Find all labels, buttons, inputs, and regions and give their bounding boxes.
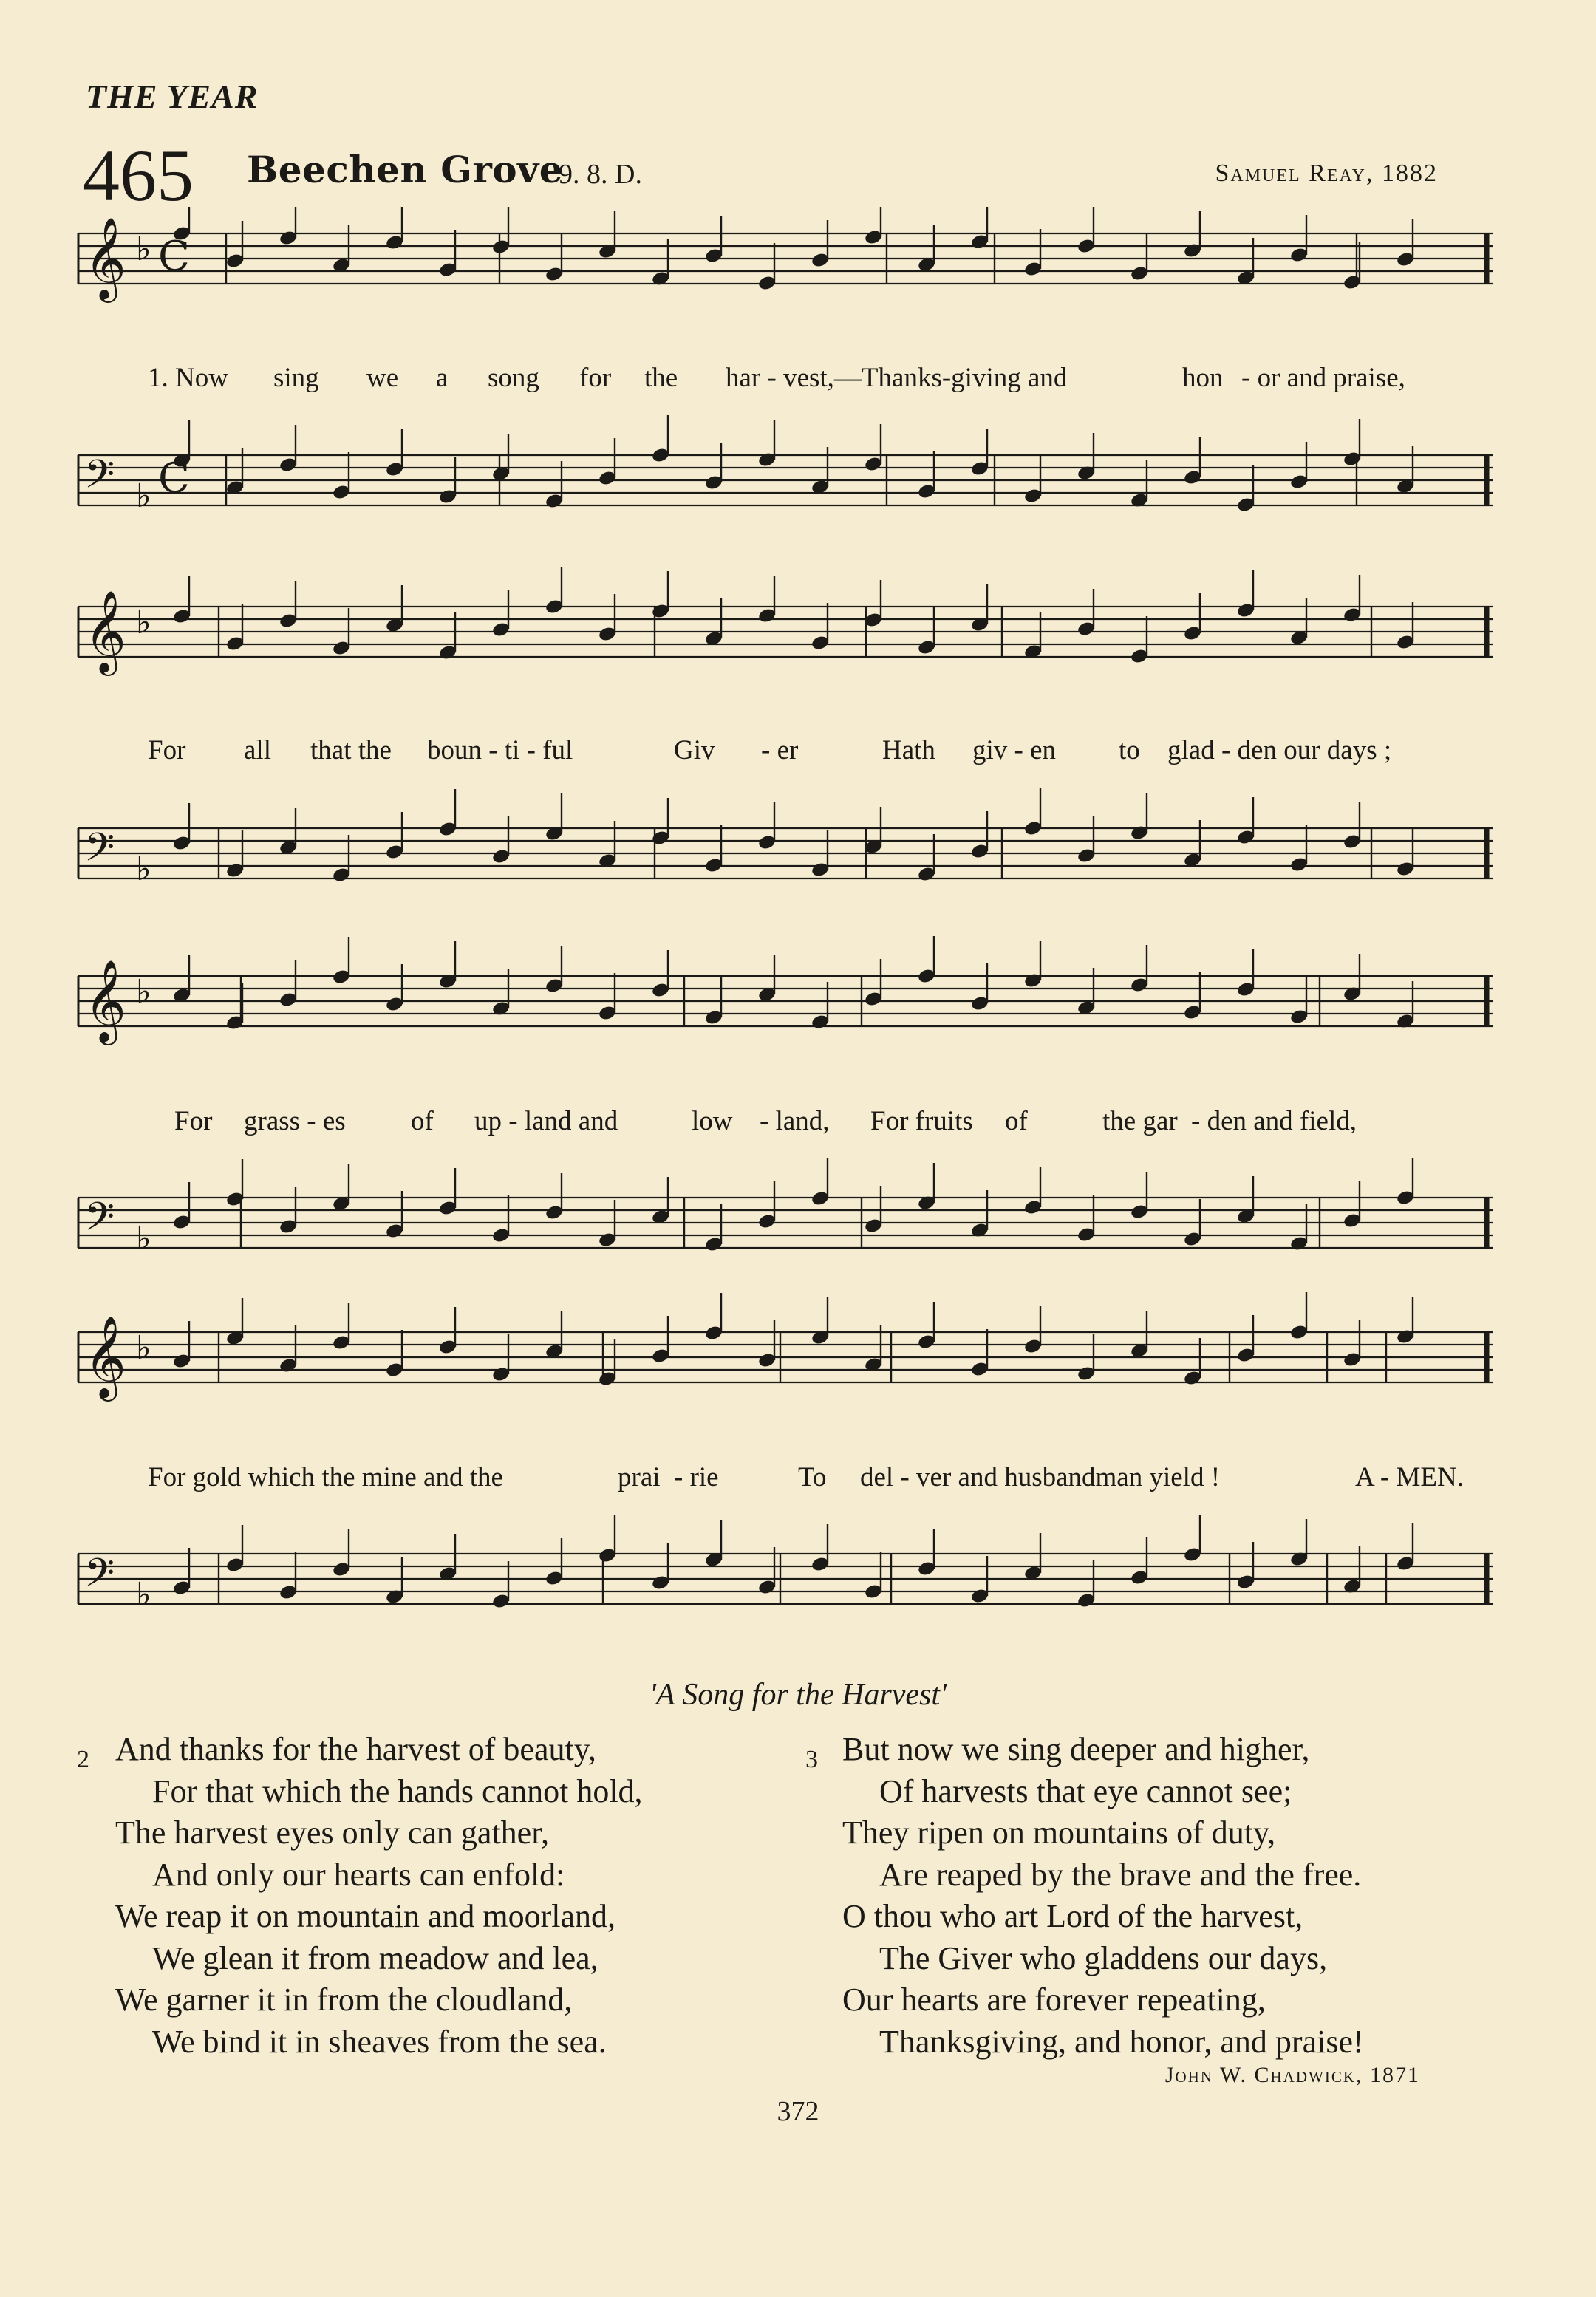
flat-icon: ♭ <box>136 973 151 1011</box>
verse-line: Are reaped by the brave and the free. <box>879 1856 1362 1893</box>
verse-line: Thanksgiving, and honor, and praise! <box>879 2023 1364 2060</box>
verse-line: We garner it in from the cloudland, <box>115 1982 573 2018</box>
treble-clef-icon: 𝄞 <box>84 216 126 299</box>
verse-line: Our hearts are forever repeating, <box>842 1982 1266 2018</box>
common-time-icon: C <box>158 454 190 502</box>
flat-icon: ♭ <box>136 604 151 641</box>
hymn-caption: 'A Song for the Harvest' <box>649 1678 947 1712</box>
flat-icon: ♭ <box>136 1576 151 1614</box>
verse-3 <box>805 1729 1364 2063</box>
verse-line: And thanks for the harvest of beauty, <box>115 1731 596 1767</box>
verse-line: The Giver who gladdens our days, <box>879 1939 1328 1976</box>
verse-number: 2 <box>77 1746 89 1773</box>
bass-clef-icon: 𝄢 <box>84 452 115 507</box>
bass-clef-icon: 𝄢 <box>84 825 115 880</box>
flat-icon: ♭ <box>136 1329 151 1367</box>
verse-line: The harvest eyes only can gather, <box>115 1815 550 1851</box>
flat-icon: ♭ <box>136 1220 151 1257</box>
verse-line: We reap it on mountain and moorland, <box>115 1898 616 1934</box>
verse-number: 3 <box>805 1746 818 1773</box>
treble-clef-icon: 𝄞 <box>84 959 126 1042</box>
composer-credit: Samuel Reay, 1882 <box>1215 160 1438 187</box>
verse-line: They ripen on mountains of duty, <box>842 1815 1276 1851</box>
treble-clef-icon: 𝄞 <box>84 1315 126 1398</box>
page-number: 372 <box>777 2096 819 2127</box>
verse-line: O thou who art Lord of the harvest, <box>842 1898 1303 1934</box>
flat-icon: ♭ <box>136 477 151 515</box>
verse-line: For that which the hands cannot hold, <box>152 1772 643 1809</box>
author-credit: John W. Chadwick, 1871 <box>1164 2063 1420 2087</box>
verse-line: We bind it in sheaves from the sea. <box>152 2023 607 2060</box>
tune-name: Beechen Grove <box>247 148 564 191</box>
bass-clef-icon: 𝄢 <box>84 1195 115 1249</box>
treble-clef-icon: 𝄞 <box>84 590 126 672</box>
section-heading: THE YEAR <box>86 78 259 115</box>
verse-line: And only our hearts can enfold: <box>152 1856 565 1893</box>
verse-line: But now we sing deeper and higher, <box>842 1731 1310 1767</box>
music-score <box>71 207 1527 1648</box>
hymn-number: 465 <box>83 134 194 216</box>
flat-icon: ♭ <box>136 231 151 268</box>
flat-icon: ♭ <box>136 850 151 888</box>
common-time-icon: C <box>158 233 190 281</box>
verse-line: Of harvests that eye cannot see; <box>879 1772 1292 1809</box>
bass-clef-icon: 𝄢 <box>84 1551 115 1605</box>
verse-2 <box>77 1729 643 2063</box>
verse-line: We glean it from meadow and lea, <box>152 1939 598 1976</box>
meter: 9. 8. D. <box>559 159 642 190</box>
